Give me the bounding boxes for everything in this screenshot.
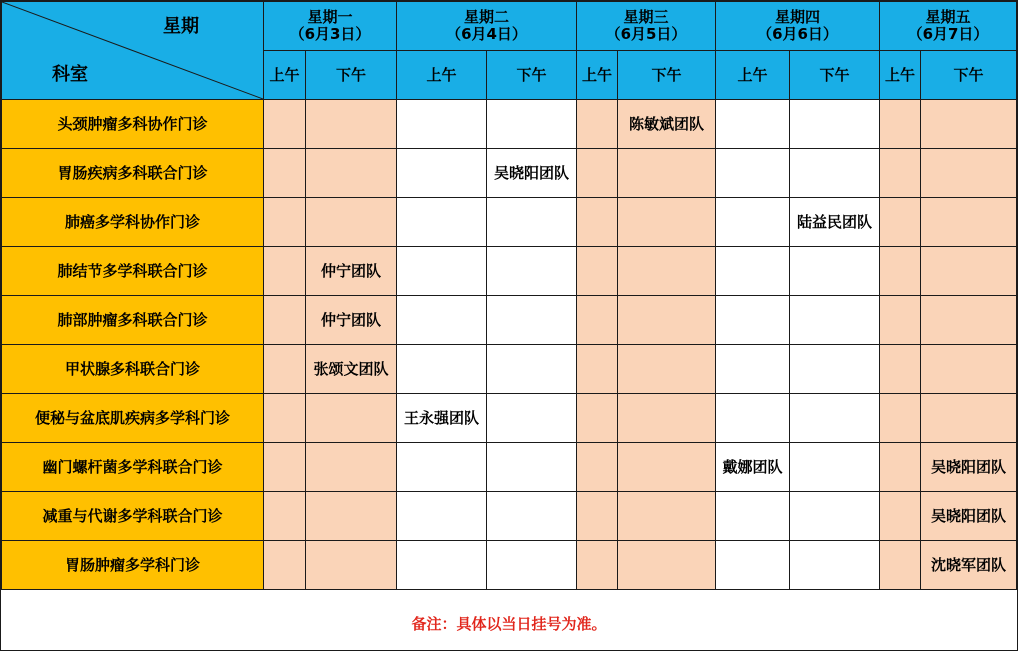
- schedule-cell: [716, 492, 790, 541]
- table-row: [2, 296, 1017, 345]
- schedule-cell: [397, 198, 487, 247]
- diagonal-divider: [2, 2, 263, 99]
- schedule-cell: [880, 198, 921, 247]
- schedule-cell: [264, 296, 306, 345]
- schedule-cell: [487, 541, 577, 590]
- department-cell: 甲状腺多科联合门诊: [2, 345, 264, 394]
- schedule-cell: 陈敏斌团队: [618, 100, 716, 149]
- schedule-cell: [790, 149, 880, 198]
- schedule-cell: [306, 492, 397, 541]
- schedule-cell: [716, 296, 790, 345]
- schedule-cell: [880, 492, 921, 541]
- department-header-label: 科室: [52, 64, 88, 85]
- day-name: 星期五: [925, 8, 971, 26]
- schedule-cell: [921, 100, 1017, 149]
- schedule-cell: [487, 345, 577, 394]
- schedule-cell: [306, 394, 397, 443]
- schedule-cell: 仲宁团队: [306, 296, 397, 345]
- schedule-cell: [880, 394, 921, 443]
- schedule-cell: [397, 296, 487, 345]
- schedule-cell: [618, 296, 716, 345]
- schedule-cell: [618, 149, 716, 198]
- schedule-cell: [264, 492, 306, 541]
- schedule-cell: [577, 100, 618, 149]
- schedule-cell: [618, 541, 716, 590]
- day-name: 星期一: [307, 8, 353, 26]
- day-header: [880, 2, 1017, 51]
- schedule-cell: [921, 247, 1017, 296]
- table-row: [2, 100, 1017, 149]
- schedule-cell: [577, 296, 618, 345]
- department-cell: 肺部肿瘤多科联合门诊: [2, 296, 264, 345]
- day-date: （6月5日）: [605, 25, 687, 43]
- schedule-cell: [397, 247, 487, 296]
- schedule-cell: [618, 247, 716, 296]
- department-cell: 胃肠肿瘤多学科门诊: [2, 541, 264, 590]
- schedule-cell: [618, 492, 716, 541]
- day-header: [264, 2, 397, 51]
- schedule-cell: [264, 345, 306, 394]
- schedule-cell: [880, 149, 921, 198]
- schedule-table: [1, 1, 1017, 590]
- schedule-cell: [790, 541, 880, 590]
- department-cell: 头颈肿瘤多科协作门诊: [2, 100, 264, 149]
- schedule-cell: [716, 541, 790, 590]
- schedule-cell: [921, 345, 1017, 394]
- schedule-cell: [790, 492, 880, 541]
- table-row: [2, 394, 1017, 443]
- schedule-cell: [921, 198, 1017, 247]
- schedule-cell: [790, 100, 880, 149]
- day-header: [716, 2, 880, 51]
- schedule-cell: [397, 443, 487, 492]
- schedule-cell: [790, 296, 880, 345]
- schedule-cell: [618, 394, 716, 443]
- schedule-cell: [577, 198, 618, 247]
- table-row: [2, 492, 1017, 541]
- schedule-cell: [790, 247, 880, 296]
- schedule-cell: [577, 492, 618, 541]
- schedule-cell: 吴晓阳团队: [487, 149, 577, 198]
- schedule-cell: 沈晓军团队: [921, 541, 1017, 590]
- schedule-cell: [577, 345, 618, 394]
- schedule-cell: 王永强团队: [397, 394, 487, 443]
- schedule-cell: [487, 394, 577, 443]
- schedule-cell: 戴娜团队: [716, 443, 790, 492]
- pm-header: 下午: [790, 51, 880, 100]
- pm-header: 下午: [618, 51, 716, 100]
- department-cell: 幽门螺杆菌多学科联合门诊: [2, 443, 264, 492]
- day-name: 星期二: [463, 8, 509, 26]
- schedule-cell: [880, 345, 921, 394]
- schedule-cell: [397, 541, 487, 590]
- am-header: 上午: [880, 51, 921, 100]
- schedule-cell: [716, 345, 790, 394]
- department-cell: 减重与代谢多学科联合门诊: [2, 492, 264, 541]
- schedule-cell: [716, 100, 790, 149]
- schedule-cell: [618, 345, 716, 394]
- schedule-cell: [716, 149, 790, 198]
- department-cell: 便秘与盆底肌疾病多学科门诊: [2, 394, 264, 443]
- department-cell: 肺癌多学科协作门诊: [2, 198, 264, 247]
- schedule-cell: [880, 296, 921, 345]
- day-header: [397, 2, 577, 51]
- schedule-cell: 张颂文团队: [306, 345, 397, 394]
- day-date: （6月3日）: [289, 25, 371, 43]
- schedule-cell: [306, 100, 397, 149]
- table-row: [2, 149, 1017, 198]
- footnote: 备注：具体以当日挂号为准。: [411, 615, 607, 633]
- schedule-cell: [790, 443, 880, 492]
- am-header: 上午: [264, 51, 306, 100]
- schedule-cell: [577, 541, 618, 590]
- schedule-cell: [487, 247, 577, 296]
- schedule-cell: [577, 149, 618, 198]
- table-row: [2, 541, 1017, 590]
- schedule-cell: [264, 443, 306, 492]
- schedule-cell: [880, 443, 921, 492]
- am-header: 上午: [397, 51, 487, 100]
- pm-header: 下午: [306, 51, 397, 100]
- header-corner: [2, 2, 264, 100]
- schedule-cell: [487, 198, 577, 247]
- day-name: 星期三: [623, 8, 669, 26]
- schedule-cell: [264, 149, 306, 198]
- schedule-cell: 仲宁团队: [306, 247, 397, 296]
- schedule-cell: [306, 198, 397, 247]
- weekday-header-label: 星期: [163, 16, 199, 37]
- schedule-cell: [921, 149, 1017, 198]
- schedule-cell: [264, 394, 306, 443]
- schedule-cell: [790, 345, 880, 394]
- schedule-cell: [790, 394, 880, 443]
- schedule-cell: 吴晓阳团队: [921, 492, 1017, 541]
- schedule-cell: [880, 100, 921, 149]
- schedule-cell: [397, 345, 487, 394]
- am-header: 上午: [577, 51, 618, 100]
- schedule-cell: [880, 247, 921, 296]
- schedule-cell: [397, 492, 487, 541]
- schedule-cell: [577, 247, 618, 296]
- schedule-cell: [577, 443, 618, 492]
- day-header: [577, 2, 716, 51]
- schedule-cell: [487, 100, 577, 149]
- schedule-cell: [264, 198, 306, 247]
- table-row: [2, 345, 1017, 394]
- schedule-cell: [716, 394, 790, 443]
- day-date: （6月4日）: [446, 25, 527, 43]
- schedule-cell: [716, 247, 790, 296]
- schedule-cell: [921, 394, 1017, 443]
- schedule-cell: [264, 541, 306, 590]
- schedule-cell: [397, 149, 487, 198]
- schedule-cell: 吴晓阳团队: [921, 443, 1017, 492]
- schedule-cell: [618, 198, 716, 247]
- day-name: 星期四: [774, 8, 820, 26]
- pm-header: 下午: [921, 51, 1017, 100]
- schedule-cell: [306, 443, 397, 492]
- schedule-cell: [306, 149, 397, 198]
- table-row: [2, 198, 1017, 247]
- schedule-cell: [397, 100, 487, 149]
- pm-header: 下午: [487, 51, 577, 100]
- day-date: （6月7日）: [907, 25, 989, 43]
- schedule-cell: [487, 443, 577, 492]
- schedule-cell: [487, 492, 577, 541]
- schedule-cell: [264, 100, 306, 149]
- am-header: 上午: [716, 51, 790, 100]
- schedule-cell: [716, 198, 790, 247]
- table-row: [2, 247, 1017, 296]
- schedule-cell: [306, 541, 397, 590]
- schedule-cell: 陆益民团队: [790, 198, 880, 247]
- schedule-cell: [921, 296, 1017, 345]
- table-row: [2, 443, 1017, 492]
- department-cell: 肺结节多学科联合门诊: [2, 247, 264, 296]
- department-cell: 胃肠疾病多科联合门诊: [2, 149, 264, 198]
- day-date: （6月6日）: [757, 25, 838, 43]
- schedule-cell: [577, 394, 618, 443]
- schedule-cell: [264, 247, 306, 296]
- schedule-cell: [618, 443, 716, 492]
- schedule-cell: [880, 541, 921, 590]
- schedule-cell: [487, 296, 577, 345]
